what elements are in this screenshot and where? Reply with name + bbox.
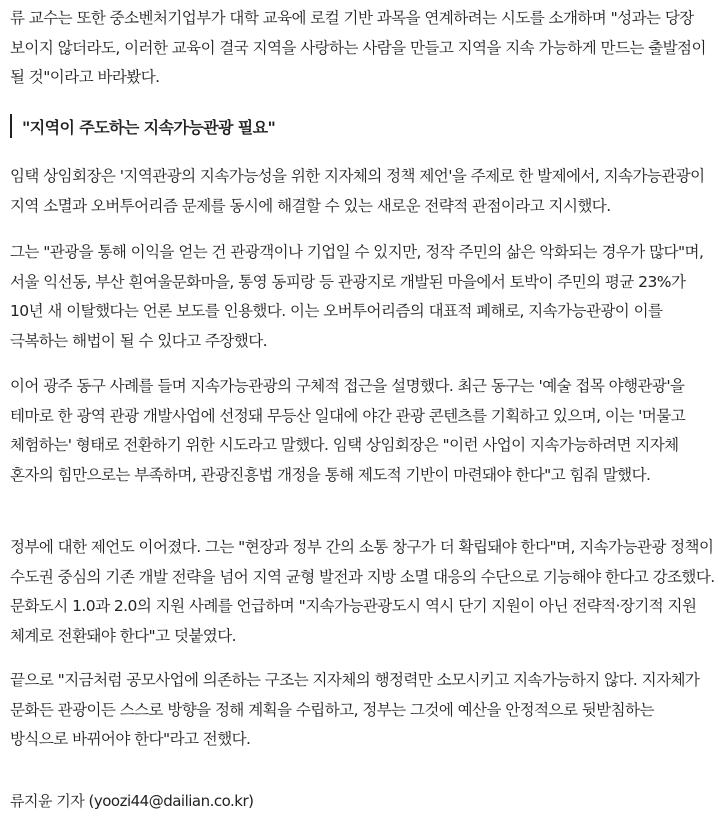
subheading-accent-bar xyxy=(10,114,12,138)
reporter-byline: 류지윤 기자 (yoozi44@dailian.co.kr) xyxy=(10,792,254,810)
body-paragraph: 임택 상임회장은 '지역관광의 지속가능성을 위한 지자체의 정책 제언'을 주제로 한 발제에서, 지속가능관광이 지역 소멸과 오버투어리즘 문제를 동시에 해결할 수 있는 새로운 전략적 관점이라고 지시했다. xyxy=(10,167,705,215)
subheading-text: "지역이 주도하는 지속가능관광 필요" xyxy=(22,117,276,137)
body-paragraph: 정부에 대한 제언도 이어졌다. 그는 "현장과 정부 간의 소통 창구가 더 확립돼야 한다"며, 지속가능관광 정책이 수도권 중심의 기존 개발 전략을 넘어 지역 균형 발전과 지방 소멸 대응의 수단으로 기능해야 한다고 강조했다. 문화도시 1.0과 2.0의 지원 사례를 언급하며 "지속가능관광도시 역시 단기 지원이 아닌 전략적·장기적 지원 체계로 전환돼야 한다"고 덧붙였다. xyxy=(10,538,715,645)
body-paragraph: 끝으로 "지금처럼 공모사업에 의존하는 구조는 지자체의 행정력만 소모시키고 지속가능하지 않다. 지자체가 문화든 관광이든 스스로 방향을 정해 계획을 수립하고, 정부는 그것에 예산을 안정적으로 뒷받침하는 방식으로 바뀌어야 한다"라고 전했다. xyxy=(10,671,700,748)
intro-paragraph: 류 교수는 또한 중소벤처기업부가 대학 교육에 로컬 기반 과목을 연계하려는 시도를 소개하며 "성과는 당장 보이지 않더라도, 이러한 교육이 결국 지역을 사랑하는 사람을 만들고 지역을 지속 가능하게 만드는 출발점이 될 것"이라고 바라봤다. xyxy=(10,9,706,86)
body-paragraph: 그는 "관광을 통해 이익을 얻는 건 관광객이나 기업일 수 있지만, 정작 주민의 삶은 악화되는 경우가 많다"며, 서울 익선동, 부산 흰여울문화마을, 통영 동피랑 등 관광지로 개발된 마을에서 토박이 주민의 평균 23%가 10년 새 이탈했다는 언론 보도를 인용했다. 이는 오버투어리즘의 대표적 폐해로, 지속가능관광이 이를 극복하는 해법이 될 수 있다고 주장했다. xyxy=(10,243,704,350)
section-subheading xyxy=(10,114,275,138)
body-paragraph: 이어 광주 동구 사례를 들며 지속가능관광의 구체적 접근을 설명했다. 최근 동구는 '예술 접목 야행관광'을 테마로 한 광역 관광 개발사업에 선정돼 무등산 일대에 야간 관광 콘텐츠를 기획하고 있으며, 이는 '머물고 체험하는' 형태로 전환하기 위한 시도라고 말했다. 임택 상임회장은 "이런 사업이 지속가능하려면 지자체 혼자의 힘만으로는 부족하며, 관광진흥법 개정을 통해 제도적 기반이 마련돼야 한다"고 힘줘 말했다. xyxy=(10,377,686,484)
